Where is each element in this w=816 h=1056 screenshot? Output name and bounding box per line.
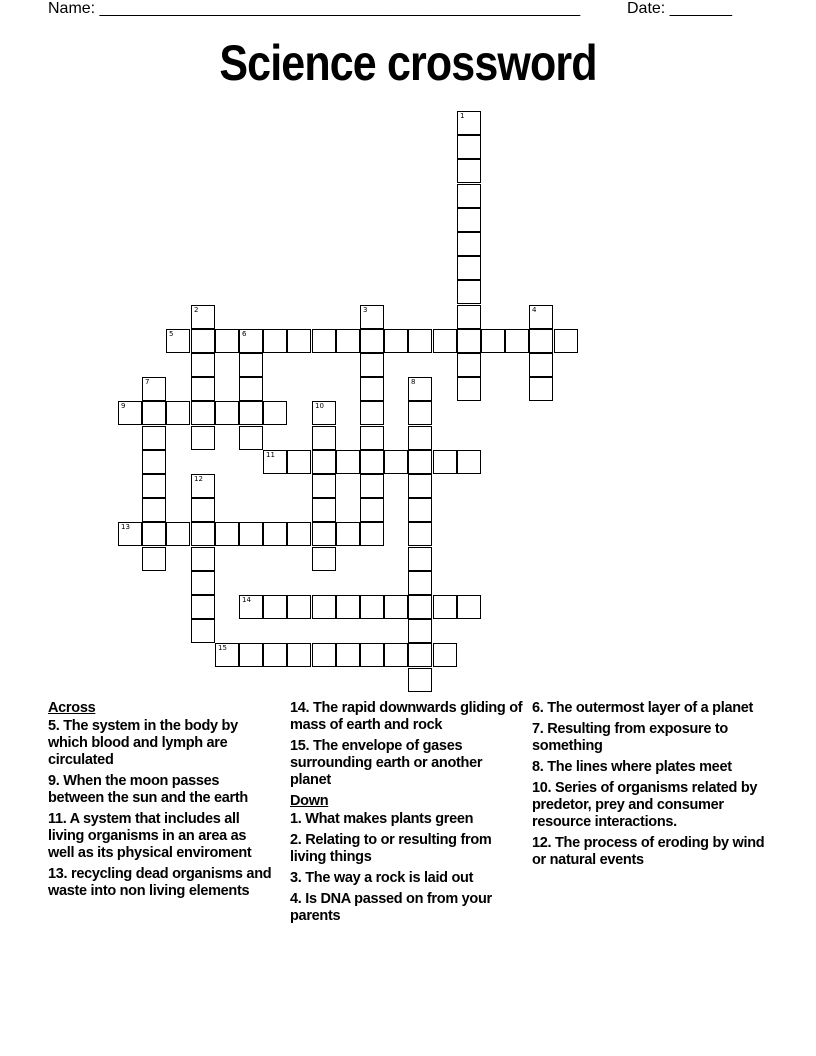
grid-cell[interactable] xyxy=(360,426,384,450)
name-label: Name: xyxy=(48,0,96,17)
grid-cell[interactable] xyxy=(191,474,215,498)
clue-number: 1 xyxy=(460,112,465,120)
grid-cell[interactable] xyxy=(360,353,384,377)
clue-number: 10 xyxy=(315,402,324,410)
grid-cell[interactable] xyxy=(529,353,553,377)
clue-down-6: 6. The outermost layer of a planet xyxy=(532,700,754,716)
grid-cell[interactable] xyxy=(312,643,336,667)
grid-cell[interactable] xyxy=(263,401,287,425)
grid-cell[interactable] xyxy=(287,522,311,546)
grid-cell[interactable] xyxy=(191,522,215,546)
grid-cell[interactable] xyxy=(239,329,263,353)
across-heading: Across xyxy=(48,700,96,716)
clue-number: 4 xyxy=(532,306,537,314)
grid-cell[interactable] xyxy=(457,159,481,183)
grid-cell[interactable] xyxy=(336,450,360,474)
grid-cell[interactable] xyxy=(191,401,215,425)
date-label: Date: xyxy=(627,0,666,17)
grid-cell[interactable] xyxy=(408,329,432,353)
clues-column-1 xyxy=(48,700,276,904)
grid-cell[interactable] xyxy=(239,426,263,450)
clue-number: 5 xyxy=(169,330,174,338)
grid-cell[interactable] xyxy=(191,377,215,401)
clue-number: 8 xyxy=(411,378,416,386)
grid-cell[interactable] xyxy=(505,329,529,353)
clue-number: 12 xyxy=(194,475,203,483)
clue-number: 14 xyxy=(242,596,251,604)
clue-number: 3 xyxy=(363,306,368,314)
down-heading: Down xyxy=(290,793,329,809)
grid-cell[interactable] xyxy=(408,498,432,522)
grid-cell[interactable] xyxy=(384,329,408,353)
grid-cell[interactable] xyxy=(142,401,166,425)
grid-cell[interactable] xyxy=(142,522,166,546)
grid-cell[interactable] xyxy=(408,668,432,692)
grid-cell[interactable] xyxy=(360,474,384,498)
grid-cell[interactable] xyxy=(336,522,360,546)
grid-cell[interactable] xyxy=(142,426,166,450)
grid-cell[interactable] xyxy=(529,305,553,329)
grid-cell[interactable] xyxy=(433,643,457,667)
grid-cell[interactable] xyxy=(215,329,239,353)
grid-cell[interactable] xyxy=(312,450,336,474)
grid-cell[interactable] xyxy=(191,498,215,522)
clue-number: 6 xyxy=(242,330,247,338)
grid-cell[interactable] xyxy=(360,305,384,329)
grid-cell[interactable] xyxy=(457,595,481,619)
clue-across-5: 5. The system in the body by which blood and lymph are circulated xyxy=(48,718,238,768)
grid-cell[interactable] xyxy=(481,329,505,353)
clues-column-3 xyxy=(532,700,768,873)
grid-cell[interactable] xyxy=(384,643,408,667)
grid-cell[interactable] xyxy=(215,643,239,667)
grid-cell[interactable] xyxy=(142,474,166,498)
grid-cell[interactable] xyxy=(408,426,432,450)
grid-cell[interactable] xyxy=(457,256,481,280)
grid-cell[interactable] xyxy=(360,401,384,425)
grid-cell[interactable] xyxy=(408,450,432,474)
grid-cell[interactable] xyxy=(457,280,481,304)
grid-cell[interactable] xyxy=(191,619,215,643)
grid-cell[interactable] xyxy=(287,643,311,667)
grid-cell[interactable] xyxy=(191,329,215,353)
grid-cell[interactable] xyxy=(529,377,553,401)
page-title: Science crossword xyxy=(219,35,597,91)
clue-down-7: 7. Resulting from exposure to something xyxy=(532,721,728,754)
grid-cell[interactable] xyxy=(312,595,336,619)
grid-cell[interactable] xyxy=(457,111,481,135)
grid-cell[interactable] xyxy=(457,329,481,353)
grid-cell[interactable] xyxy=(191,305,215,329)
grid-cell[interactable] xyxy=(166,522,190,546)
clue-down-8: 8. The lines where plates meet xyxy=(532,759,732,775)
grid-cell[interactable] xyxy=(142,450,166,474)
grid-cell[interactable] xyxy=(360,498,384,522)
clue-down-4: 4. Is DNA passed on from your parents xyxy=(290,891,492,924)
clue-across-11: 11. A system that includes all living organisms in an area as well as its physical enviroment xyxy=(48,811,252,861)
grid-cell[interactable] xyxy=(360,643,384,667)
clue-down-3: 3. The way a rock is laid out xyxy=(290,870,474,886)
grid-cell[interactable] xyxy=(263,595,287,619)
grid-cell[interactable] xyxy=(142,377,166,401)
grid-cell[interactable] xyxy=(360,595,384,619)
grid-cell[interactable] xyxy=(312,547,336,571)
grid-cell[interactable] xyxy=(457,450,481,474)
grid-cell[interactable] xyxy=(433,450,457,474)
grid-cell[interactable] xyxy=(457,305,481,329)
grid-cell[interactable] xyxy=(287,450,311,474)
grid-cell[interactable] xyxy=(360,450,384,474)
grid-cell[interactable] xyxy=(142,547,166,571)
grid-cell[interactable] xyxy=(312,474,336,498)
grid-cell[interactable] xyxy=(239,353,263,377)
grid-cell[interactable] xyxy=(239,401,263,425)
grid-cell[interactable] xyxy=(191,595,215,619)
clue-across-15: 15. The envelope of gases surrounding earth or another planet xyxy=(290,738,483,788)
grid-cell[interactable] xyxy=(408,571,432,595)
clue-number: 13 xyxy=(121,523,130,531)
grid-cell[interactable] xyxy=(312,522,336,546)
grid-cell[interactable] xyxy=(287,595,311,619)
grid-cell[interactable] xyxy=(433,595,457,619)
clue-down-10: 10. Series of organisms related by predetor, prey and consumer resource interactions. xyxy=(532,780,758,830)
grid-cell[interactable] xyxy=(408,547,432,571)
grid-cell[interactable] xyxy=(408,377,432,401)
grid-cell[interactable] xyxy=(336,595,360,619)
clues-column-2 xyxy=(290,700,526,929)
grid-cell[interactable] xyxy=(263,329,287,353)
grid-cell[interactable] xyxy=(312,329,336,353)
grid-cell[interactable] xyxy=(336,329,360,353)
grid-cell[interactable] xyxy=(287,329,311,353)
grid-cell[interactable] xyxy=(457,377,481,401)
grid-cell[interactable] xyxy=(408,474,432,498)
name-blank[interactable]: ______________________________________________________ xyxy=(99,0,581,17)
grid-cell[interactable] xyxy=(166,401,190,425)
grid-cell[interactable] xyxy=(118,522,142,546)
grid-cell[interactable] xyxy=(191,426,215,450)
grid-cell[interactable] xyxy=(312,426,336,450)
clue-number: 7 xyxy=(145,378,150,386)
grid-cell[interactable] xyxy=(408,595,432,619)
grid-cell[interactable] xyxy=(457,208,481,232)
grid-cell[interactable] xyxy=(457,184,481,208)
grid-cell[interactable] xyxy=(554,329,578,353)
clue-down-1: 1. What makes plants green xyxy=(290,811,474,827)
clue-number: 9 xyxy=(121,402,126,410)
grid-cell[interactable] xyxy=(408,401,432,425)
grid-cell[interactable] xyxy=(215,401,239,425)
clue-number: 15 xyxy=(218,644,227,652)
grid-cell[interactable] xyxy=(239,522,263,546)
grid-cell[interactable] xyxy=(239,643,263,667)
grid-cell[interactable] xyxy=(191,571,215,595)
grid-cell[interactable] xyxy=(408,619,432,643)
grid-cell[interactable] xyxy=(263,522,287,546)
grid-cell[interactable] xyxy=(263,450,287,474)
clue-across-14: 14. The rapid downwards gliding of mass of earth and rock xyxy=(290,700,523,733)
grid-cell[interactable] xyxy=(142,498,166,522)
grid-cell[interactable] xyxy=(457,232,481,256)
grid-cell[interactable] xyxy=(457,135,481,159)
grid-cell[interactable] xyxy=(384,595,408,619)
grid-cell[interactable] xyxy=(408,522,432,546)
grid-cell[interactable] xyxy=(118,401,142,425)
grid-cell[interactable] xyxy=(312,401,336,425)
clue-down-12: 12. The process of eroding by wind or natural events xyxy=(532,835,765,868)
clue-down-2: 2. Relating to or resulting from living things xyxy=(290,832,492,865)
grid-cell[interactable] xyxy=(384,450,408,474)
grid-cell[interactable] xyxy=(360,377,384,401)
grid-cell[interactable] xyxy=(457,353,481,377)
grid-cell[interactable] xyxy=(191,353,215,377)
clue-across-9: 9. When the moon passes between the sun and the earth xyxy=(48,773,248,806)
date-blank[interactable]: _______ xyxy=(669,0,732,17)
grid-cell[interactable] xyxy=(312,498,336,522)
grid-cell[interactable] xyxy=(239,377,263,401)
clue-number: 2 xyxy=(194,306,199,314)
grid-cell[interactable] xyxy=(433,329,457,353)
grid-cell[interactable] xyxy=(360,329,384,353)
grid-cell[interactable] xyxy=(408,643,432,667)
clue-across-13: 13. recycling dead organisms and waste into non living elements xyxy=(48,866,272,899)
grid-cell[interactable] xyxy=(336,643,360,667)
grid-cell[interactable] xyxy=(239,595,263,619)
grid-cell[interactable] xyxy=(360,522,384,546)
grid-cell[interactable] xyxy=(263,643,287,667)
clue-number: 11 xyxy=(266,451,275,459)
grid-cell[interactable] xyxy=(166,329,190,353)
grid-cell[interactable] xyxy=(529,329,553,353)
grid-cell[interactable] xyxy=(191,547,215,571)
grid-cell[interactable] xyxy=(215,522,239,546)
